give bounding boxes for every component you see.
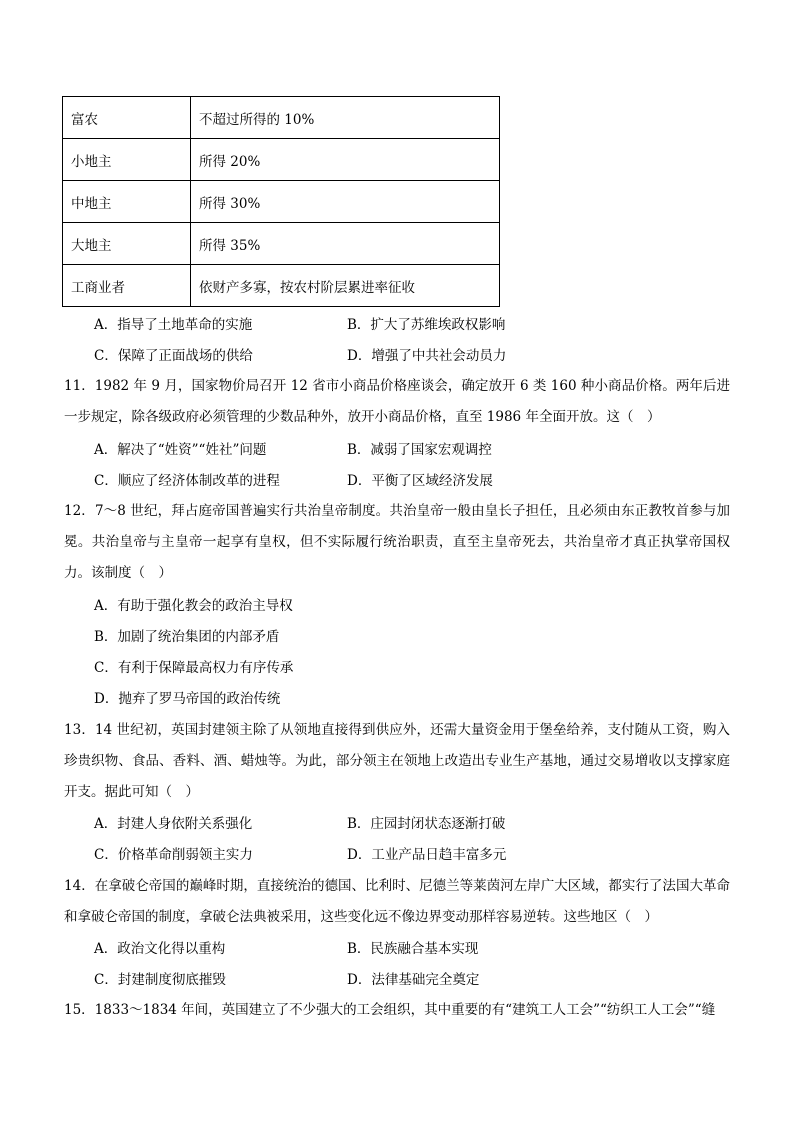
q14-option-a: A．政治文化得以重构 — [94, 941, 226, 957]
q13-option-b: B．庄园封闭状态逐渐打破 — [347, 816, 506, 832]
table-cell-class: 大地主 — [63, 223, 191, 265]
q13-option-a: A．封建人身依附关系强化 — [94, 816, 253, 832]
q10-option-d: D．增强了中共社会动员力 — [347, 348, 507, 364]
q13-stem: 13．14 世纪初，英国封建领主除了从领地直接得到供应外，还需大量资金用于堡垒给养，支付随从工资，购入珍贵织物、食品、香料、酒、蜡烛等。为此，部分领主在领地上改造出专业生产基地，通过交易增收以支撑家庭开支。据此可知（ ） — [64, 722, 730, 800]
table-cell-class: 中地主 — [63, 181, 191, 223]
q11-stem: 11．1982 年 9 月，国家物价局召开 12 省市小商品价格座谈会，确定放开 6 类 160 种小商品价格。两年后进一步规定，除各级政府必须管理的少数品种外，放开小商品价格，直至 1986 年全面开放。这（ ） — [64, 378, 730, 425]
tax-rate-table — [62, 96, 500, 307]
table-row — [63, 97, 500, 139]
q13-option-c: C．价格革命削弱领主实力 — [94, 847, 253, 863]
table-cell-rate: 所得 20% — [191, 139, 500, 181]
q14-option-b: B．民族融合基本实现 — [347, 941, 479, 957]
q11-option-a: A．解决了“姓资”“姓社”问题 — [94, 442, 267, 458]
q10-option-c: C．保障了正面战场的供给 — [94, 348, 253, 364]
q12-option-a: A．有助于强化教会的政治主导权 — [94, 598, 293, 614]
q14-option-d: D．法律基础完全奠定 — [347, 972, 480, 988]
table-cell-rate: 所得 30% — [191, 181, 500, 223]
table-cell-rate: 依财产多寡，按农村阶层累进率征收 — [191, 265, 500, 307]
q12-option-c: C．有利于保障最高权力有序传承 — [94, 660, 294, 676]
q10-option-b: B．扩大了苏维埃政权影响 — [347, 317, 506, 333]
q15-stem: 15．1833～1834 年间，英国建立了不少强大的工会组织，其中重要的有“建筑工人工会”“纺织工人工会”“缝 — [64, 1002, 716, 1018]
table-cell-rate: 所得 35% — [191, 223, 500, 265]
table-cell-class: 小地主 — [63, 139, 191, 181]
q10-option-a: A．指导了土地革命的实施 — [94, 317, 253, 333]
q14-stem: 14．在拿破仑帝国的巅峰时期，直接统治的德国、比利时、尼德兰等莱茵河左岸广大区域，都实行了法国大革命和拿破仑帝国的制度，拿破仑法典被采用，这些变化远不像边界变动那样容易逆转。这些地区（ ） — [64, 878, 730, 925]
table-row — [63, 223, 500, 265]
table-row — [63, 265, 500, 307]
table-cell-rate: 不超过所得的 10% — [191, 97, 500, 139]
table-cell-class: 富农 — [63, 97, 191, 139]
q12-option-d: D．抛弃了罗马帝国的政治传统 — [94, 691, 281, 707]
q14-option-c: C．封建制度彻底摧毁 — [94, 972, 226, 988]
table-row — [63, 139, 500, 181]
q13-option-d: D．工业产品日趋丰富多元 — [347, 847, 507, 863]
q11-option-c: C．顺应了经济体制改革的进程 — [94, 473, 280, 489]
table-cell-class: 工商业者 — [63, 265, 191, 307]
q12-option-b: B．加剧了统治集团的内部矛盾 — [94, 629, 280, 645]
table-row — [63, 181, 500, 223]
q11-option-d: D．平衡了区域经济发展 — [347, 473, 493, 489]
q12-stem: 12．7～8 世纪，拜占庭帝国普遍实行共治皇帝制度。共治皇帝一般由皇长子担任，且必须由东正教牧首参与加冕。共治皇帝与主皇帝一起享有皇权，但不实际履行统治职责，直至主皇帝死去，共治皇帝才真正执掌帝国权力。该制度（ ） — [64, 503, 730, 581]
q11-option-b: B．减弱了国家宏观调控 — [347, 442, 492, 458]
